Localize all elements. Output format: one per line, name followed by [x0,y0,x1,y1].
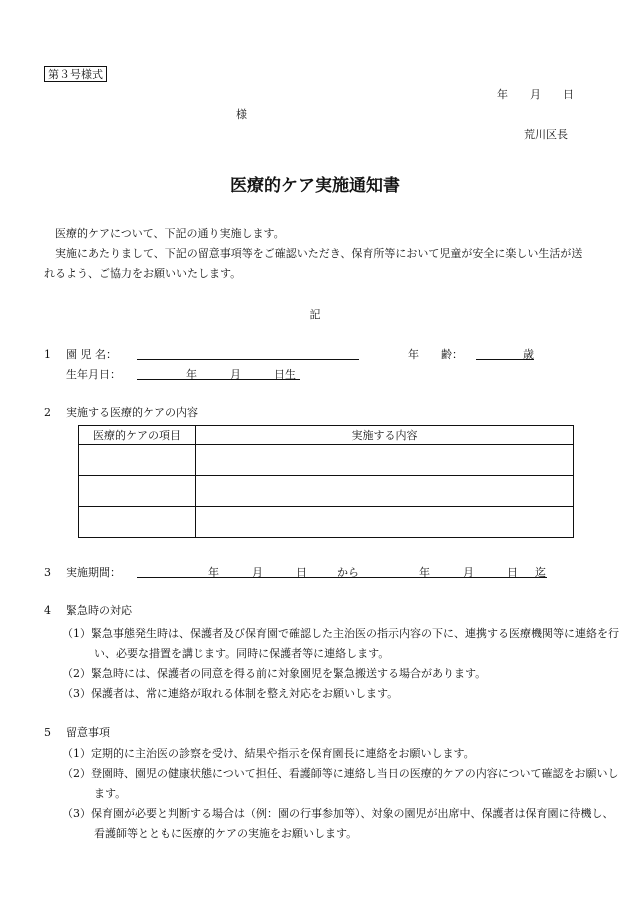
section-5-number: 5 [44,726,51,739]
form-number: 第３号様式 [44,66,107,82]
emergency-item-1: （1）緊急事態発生時は、保護者及び保育園で確認した主治医の指示内容の下に、連携する医療機関等に連絡を行い、必要な措置を講じます。同時に保護者等に連絡します。 [62,627,619,660]
notes-item-3: （3）保育園が必要と判断する場合は（例：園の行事参加等）、対象の園児が出席中、保護者は保育園に待機し、看護師等とともに医療的ケアの実施をお願いします。 [62,807,614,840]
section-4-number: 4 [44,604,51,617]
period-made: 迄 [535,566,546,579]
section-1-number: 1 [44,348,51,361]
section-5-heading: 留意事項 [66,726,110,739]
care-content-table [78,425,574,538]
document-title: 医療的ケア実施通知書 [230,176,400,196]
notes-item-2: （2）登園時、園児の健康状態について担任、看護師等に連絡し当日の医療的ケアの内容について確認をお願いします。 [62,767,619,800]
care-content-header: 実施する内容 [196,426,574,445]
notes-item-1: （1）定期的に主治医の診察を受け、結果や指示を保育園長に連絡をお願いします。 [62,747,475,760]
age-unit: 歳 [523,348,534,361]
ki-marker: 記 [309,308,321,321]
intro-paragraph-2: 実施にあたりまして、下記の留意事項等をご確認いただき、保育所等において児童が安全に楽しい生活が送れるよう、ご協力をお願いいたします。 [44,247,583,280]
emergency-item-2: （2）緊急時には、保護者の同意を得る前に対象園児を緊急搬送する場合があります。 [62,667,487,680]
table-row [79,507,574,538]
date-field: 年 月 日 [497,88,574,101]
care-content-cell[interactable] [196,445,574,476]
period-kara: から [337,566,359,579]
dob-label: 生年月日： [66,368,121,381]
period-label: 実施期間： [66,566,121,579]
care-item-cell[interactable] [79,507,196,538]
section-3-number: 3 [44,566,51,579]
table-header-row [79,426,574,445]
care-content-cell[interactable] [196,507,574,538]
period-from: 年 月 日 [208,566,307,579]
sender-name: 荒川区長 [524,128,568,141]
section-2-number: 2 [44,406,51,419]
addressee-suffix: 様 [236,108,247,121]
intro-paragraph-1: 医療的ケアについて、下記の通り実施します。 [55,227,285,240]
age-label: 年 齢： [408,348,463,361]
table-row [79,445,574,476]
care-item-cell[interactable] [79,445,196,476]
child-name-label: 園 児 名： [66,348,117,361]
dob-value: 年 月 日生 [186,368,296,381]
care-item-cell[interactable] [79,476,196,507]
child-name-line[interactable] [137,359,359,360]
care-item-header: 医療的ケアの項目 [79,426,196,445]
emergency-item-3: （3）保護者は、常に連絡が取れる体制を整え対応をお願いします。 [62,687,399,700]
section-4-heading: 緊急時の対応 [66,604,132,617]
section-2-heading: 実施する医療的ケアの内容 [66,406,198,419]
table-row [79,476,574,507]
care-content-cell[interactable] [196,476,574,507]
period-to: 年 月 日 [419,566,518,579]
